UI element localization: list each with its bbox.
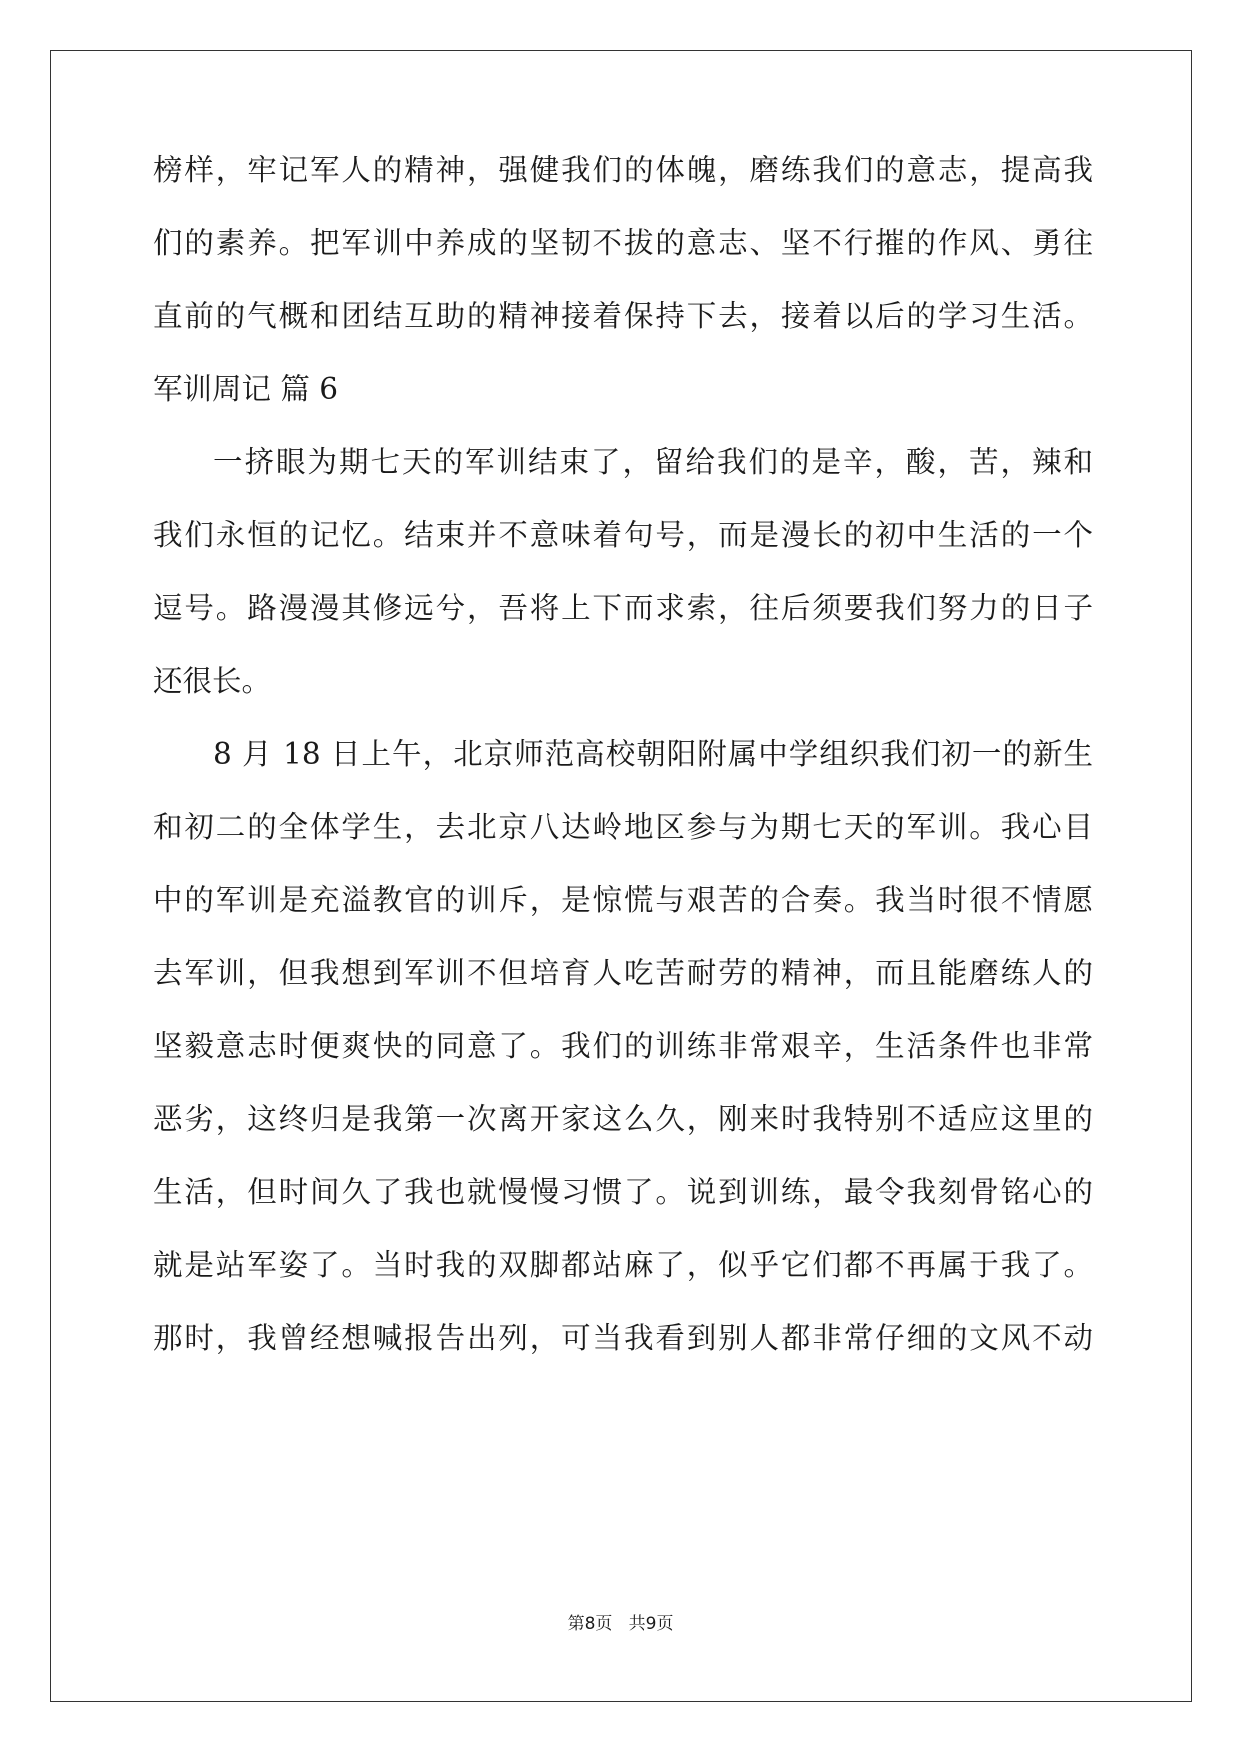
body-line: 生活，但时间久了我也就慢慢习惯了。说到训练，最令我刻骨铭心的 — [153, 1175, 1093, 1209]
page-prefix: 第 — [567, 1614, 585, 1634]
body-line: 和初二的全体学生，去北京八达岭地区参与为期七天的军训。我心目 — [153, 810, 1093, 844]
body-line: 直前的气概和团结互助的精神接着保持下去，接着以后的学习生活。 — [153, 299, 1093, 333]
body-line: 恶劣，这终归是我第一次离开家这么久，刚来时我特别不适应这里的 — [153, 1102, 1093, 1136]
section-heading: 军训周记 篇 6 — [153, 372, 339, 406]
body-line: 坚毅意志时便爽快的同意了。我们的训练非常艰辛，生活条件也非常 — [153, 1029, 1093, 1063]
page-suffix: 页 — [656, 1614, 674, 1634]
body-line: 还很长。 — [153, 664, 272, 698]
page-footer — [0, 1612, 1241, 1636]
page-total: 9 — [645, 1614, 657, 1634]
body-line: 我们永恒的记忆。结束并不意味着句号，而是漫长的初中生活的一个 — [153, 518, 1093, 552]
body-line: 逗号。路漫漫其修远兮，吾将上下而求索，往后须要我们努力的日子 — [153, 591, 1093, 625]
body-line: 中的军训是充溢教官的训斥，是惊慌与艰苦的合奏。我当时很不情愿 — [153, 883, 1093, 917]
body-line: 8 月 18 日上午，北京师范高校朝阳附属中学组织我们初一的新生 — [213, 737, 1093, 771]
body-line: 榜样，牢记军人的精神，强健我们的体魄，磨练我们的意志，提高我 — [153, 153, 1093, 187]
body-line: 们的素养。把军训中养成的坚韧不拔的意志、坚不行摧的作风、勇往 — [153, 226, 1093, 260]
body-line: 一挤眼为期七天的军训结束了，留给我们的是辛，酸，苦，辣和 — [213, 445, 1093, 479]
body-line: 那时，我曾经想喊报告出列，可当我看到别人都非常仔细的文风不动 — [153, 1321, 1093, 1355]
body-line: 去军训，但我想到军训不但培育人吃苦耐劳的精神，而且能磨练人的 — [153, 956, 1093, 990]
page-mid: 页 共 — [595, 1614, 646, 1634]
page-current: 8 — [584, 1614, 596, 1634]
body-line: 就是站军姿了。当时我的双脚都站麻了，似乎它们都不再属于我了。 — [153, 1248, 1093, 1282]
